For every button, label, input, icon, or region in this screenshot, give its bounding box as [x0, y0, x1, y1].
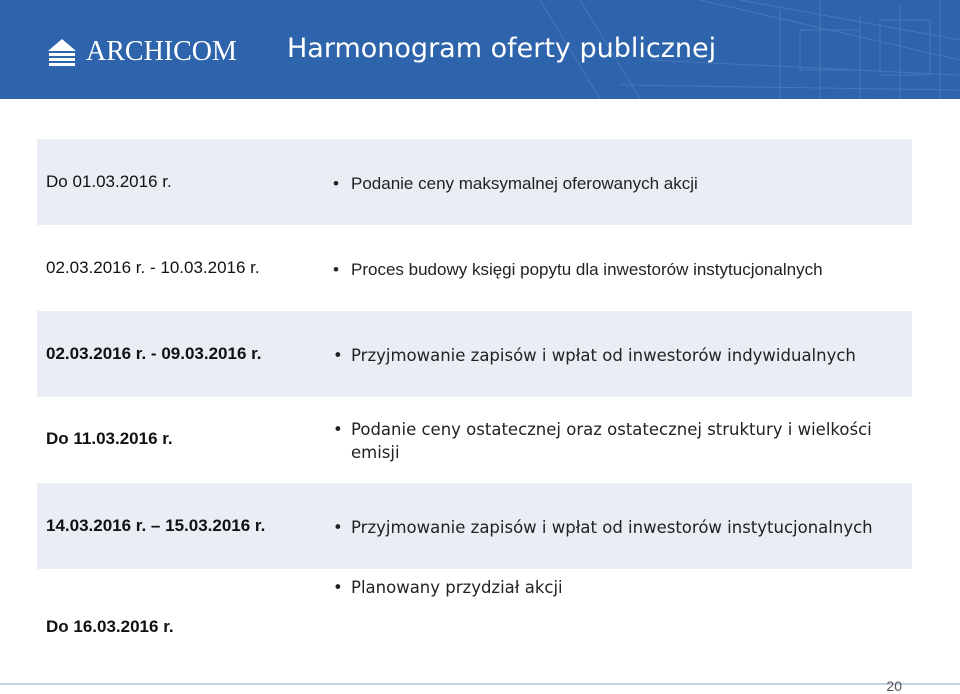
schedule-date: 14.03.2016 r. – 15.03.2016 r. — [46, 516, 266, 535]
company-logo — [46, 37, 237, 67]
schedule-row — [37, 397, 912, 483]
schedule-date: Do 11.03.2016 r. — [46, 429, 173, 448]
schedule-description: • Podanie ceny ostatecznej oraz ostatecznej struktury i wielkości emisji — [333, 420, 872, 462]
schedule-date: Do 01.03.2016 r. — [46, 172, 172, 191]
schedule-description: • Przyjmowanie zapisów i wpłat od inwestorów indywidualnych — [333, 346, 856, 365]
archicom-logo-icon — [46, 37, 78, 67]
schedule-row — [37, 139, 912, 225]
schedule-description: • Planowany przydział akcji — [333, 578, 563, 597]
bullet-icon: • — [333, 174, 339, 193]
bullet-icon: • — [333, 578, 343, 597]
footer-divider — [0, 683, 960, 685]
page-number: 20 — [886, 678, 902, 694]
schedule-date: 02.03.2016 r. - 10.03.2016 r. — [46, 258, 260, 277]
schedule-table — [37, 139, 912, 640]
schedule-row — [37, 569, 912, 640]
logo-wordmark: ARCHICOM — [86, 36, 237, 67]
schedule-description: • Przyjmowanie zapisów i wpłat od inwestorów instytucjonalnych — [333, 518, 873, 537]
schedule-description: • Podanie ceny maksymalnej oferowanych akcji — [333, 174, 698, 193]
schedule-date: 02.03.2016 r. - 09.03.2016 r. — [46, 344, 262, 363]
bullet-icon: • — [333, 518, 343, 537]
header-banner — [0, 0, 960, 99]
bullet-icon: • — [333, 260, 339, 279]
schedule-row — [37, 483, 912, 569]
bullet-icon: • — [333, 420, 343, 439]
slide-title: Harmonogram oferty publicznej — [287, 33, 717, 64]
schedule-row — [37, 311, 912, 397]
schedule-date: Do 16.03.2016 r. — [46, 617, 174, 636]
schedule-description: • Proces budowy księgi popytu dla inwestorów instytucjonalnych — [333, 260, 823, 279]
bullet-icon: • — [333, 346, 343, 365]
schedule-row — [37, 225, 912, 311]
